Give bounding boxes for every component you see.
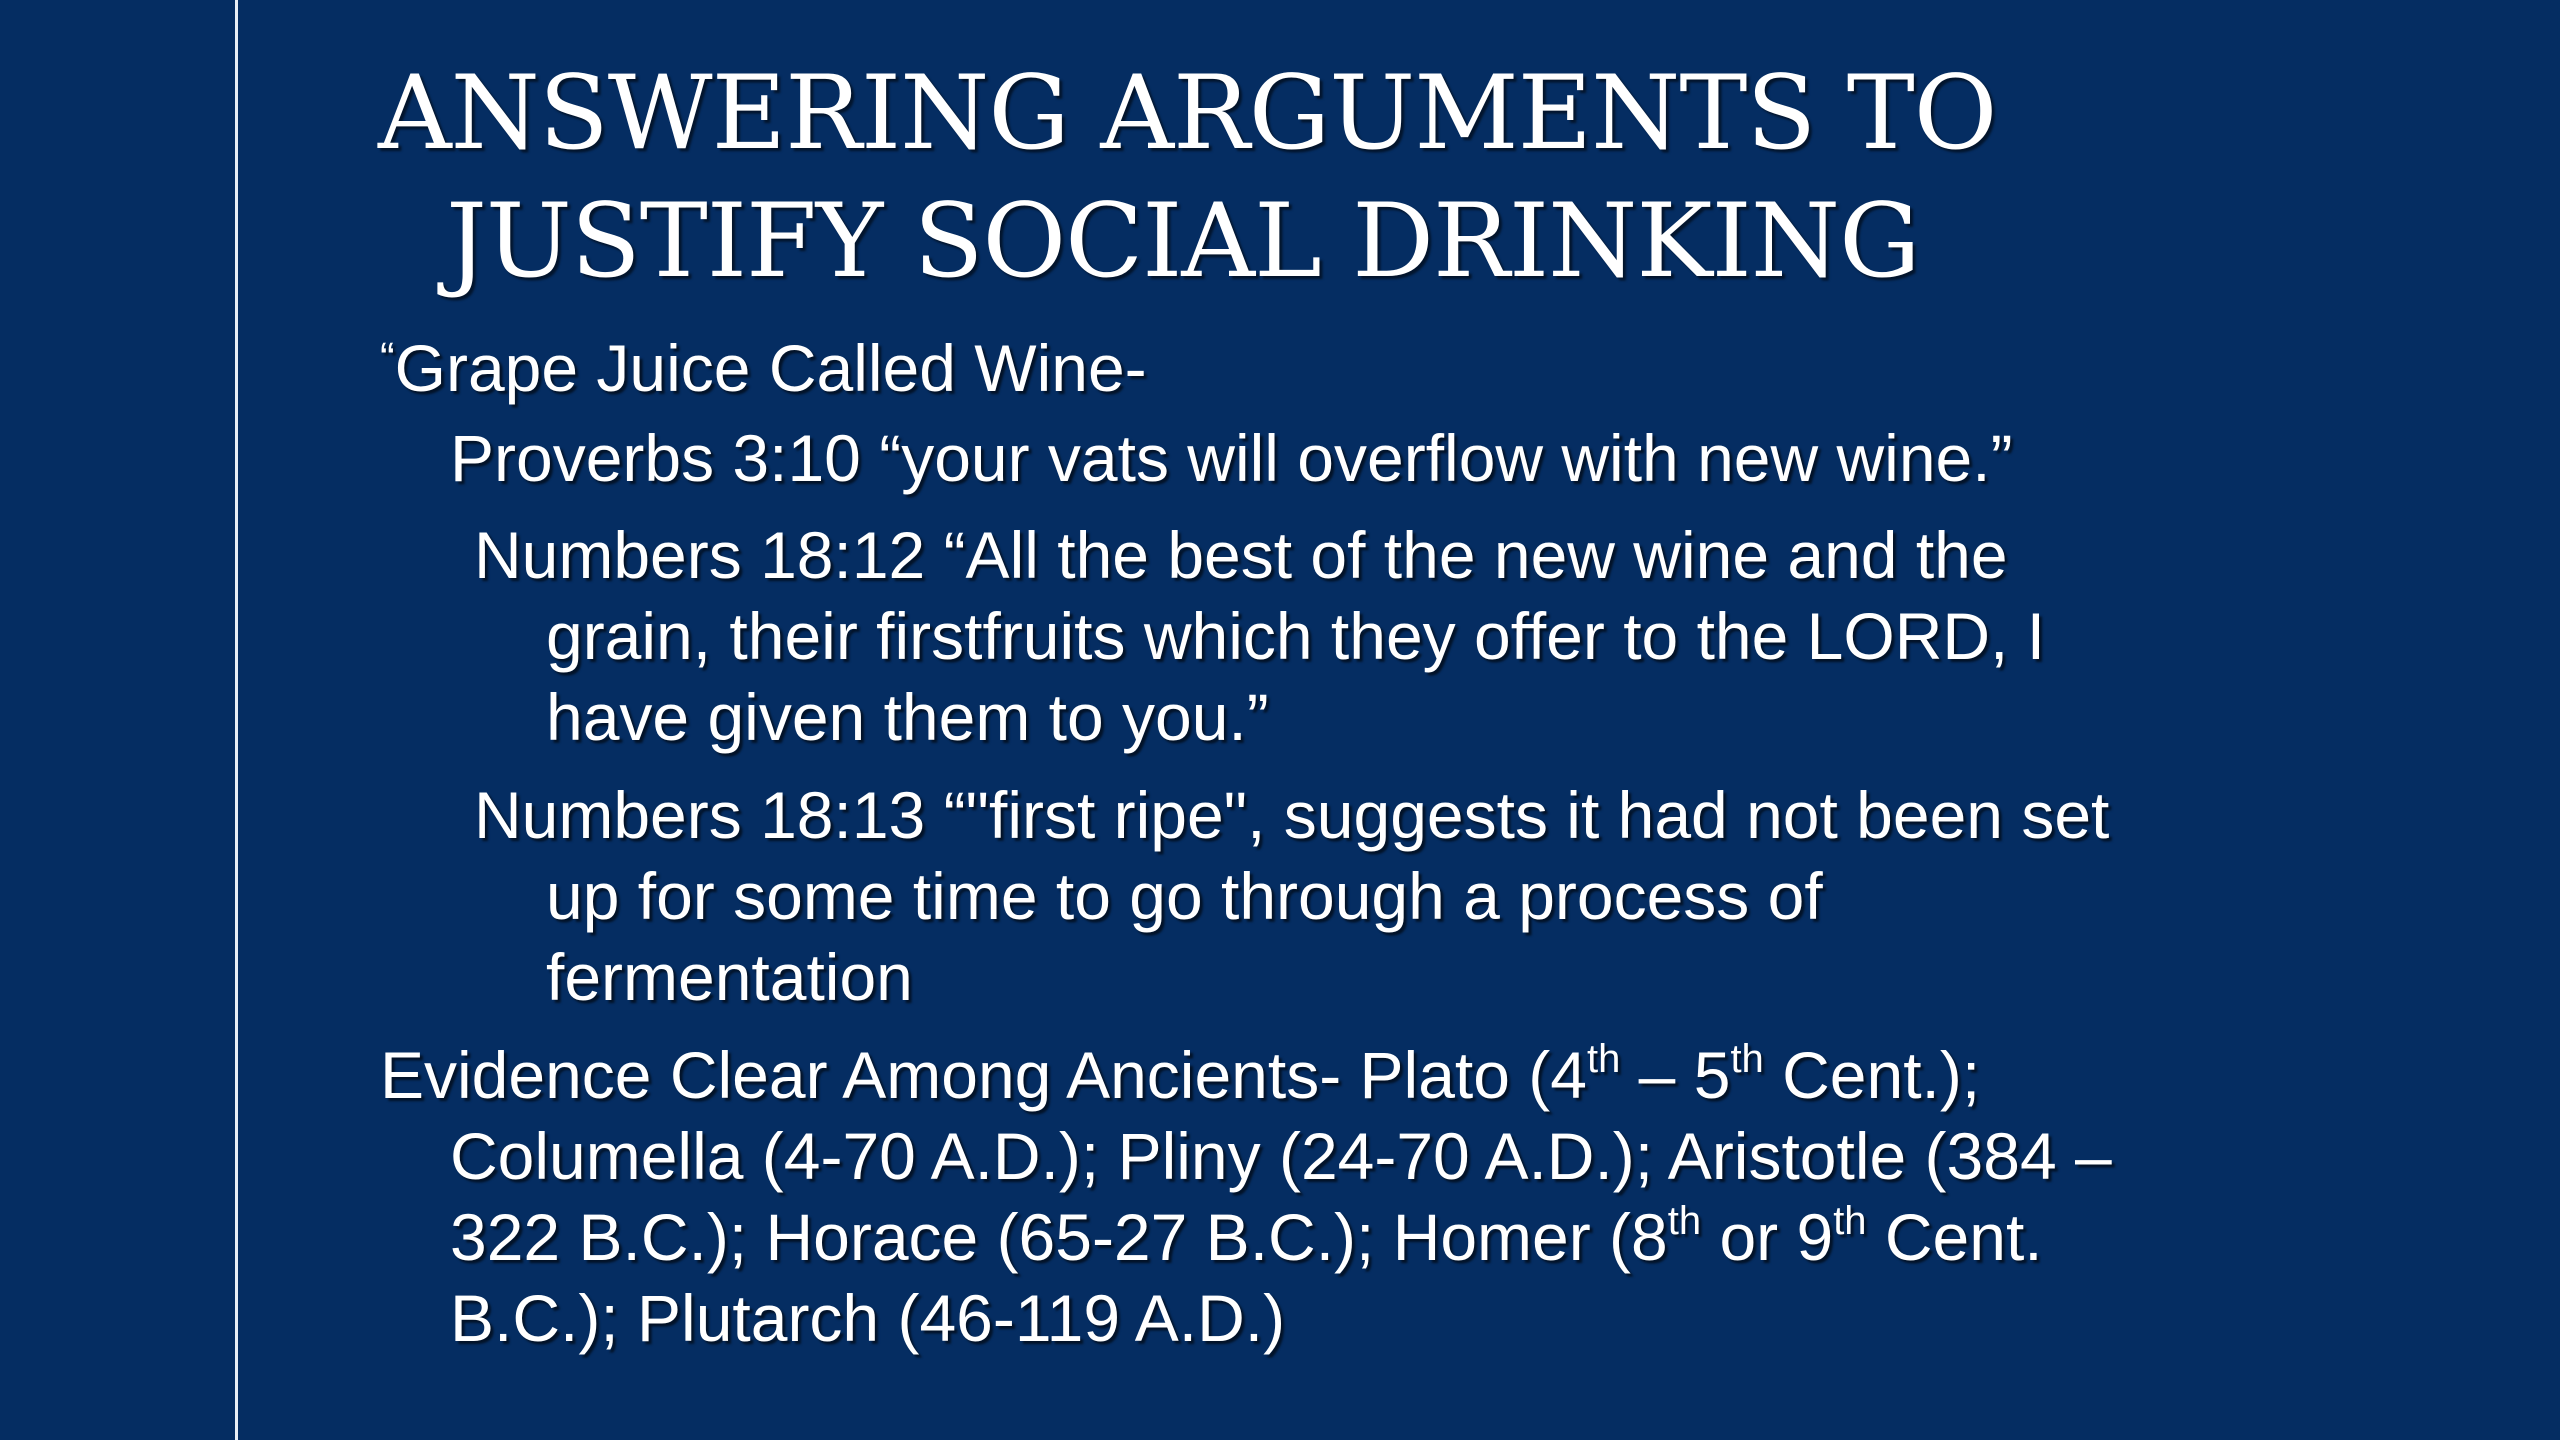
evidence-line-4: B.C.); Plutarch (46-119 A.D.)	[450, 1281, 1286, 1355]
ordinal-suffix: th	[1586, 1037, 1621, 1081]
bullet-proverbs	[450, 418, 2013, 499]
bullet-grape-juice-text: Grape Juice Called Wine-	[394, 331, 1147, 405]
numbers-18-13-line-2: up for some time to go through a process of	[546, 859, 1823, 933]
evidence-line-1-part-b: – 5	[1620, 1038, 1731, 1112]
evidence-line-1-part-a: Evidence Clear Among Ancients- Plato (4	[380, 1038, 1587, 1112]
numbers-18-13-line-3: fermentation	[546, 940, 913, 1014]
evidence-line-1	[380, 1035, 2112, 1116]
title-line-1: ANSWERING ARGUMENTS TO	[378, 54, 1997, 173]
evidence-line-3-part-c: Cent.	[1866, 1200, 2043, 1274]
evidence-line-2: Columella (4-70 A.D.); Pliny (24-70 A.D.); Aristotle (384 –	[450, 1119, 2112, 1193]
evidence-line-1-part-c: Cent.);	[1763, 1038, 1981, 1112]
bullet-proverbs-text: Proverbs 3:10 “your vats will overflow with new wine.”	[450, 421, 2013, 495]
bullet-numbers-18-13	[474, 775, 2109, 1018]
ordinal-suffix: th	[1730, 1037, 1764, 1081]
title-line-2: JUSTIFY SOCIAL DRINKING	[446, 182, 1920, 301]
evidence-line-3-part-b: or 9	[1701, 1200, 1834, 1274]
numbers-18-12-line-3: have given them to you.”	[546, 680, 1269, 754]
numbers-18-12-line-2: grain, their firstfruits which they offer to the LORD, I	[546, 599, 2046, 673]
bullet-numbers-18-12	[474, 515, 2045, 758]
ordinal-suffix: th	[1833, 1199, 1867, 1243]
open-quote-mark: “	[380, 334, 395, 383]
numbers-18-12-line-1: Numbers 18:12 “All the best of the new wine and the	[474, 518, 2008, 592]
evidence-line-3-part-a: 322 B.C.); Horace (65-27 B.C.); Homer (8	[450, 1200, 1668, 1274]
ordinal-suffix: th	[1667, 1199, 1702, 1243]
numbers-18-13-line-1: Numbers 18:13 “"first ripe", suggests it had not been set	[474, 778, 2110, 852]
bullet-grape-juice	[380, 318, 1147, 409]
evidence-line-3	[380, 1197, 2112, 1278]
bullet-evidence-ancients	[380, 1035, 2112, 1359]
